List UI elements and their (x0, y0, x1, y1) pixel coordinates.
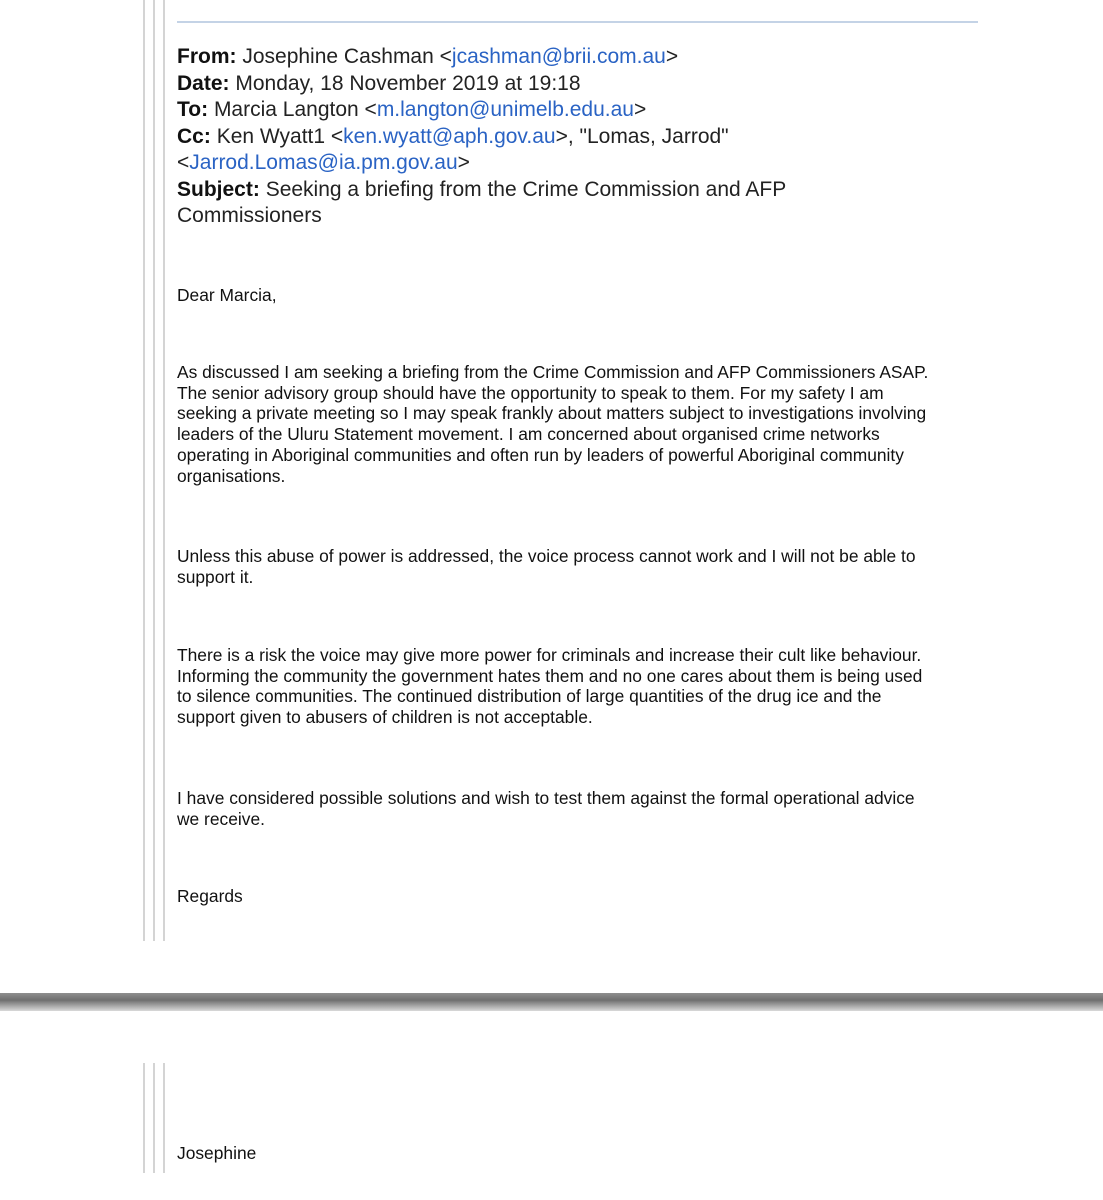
cc-email-link-2[interactable]: Jarrod.Lomas@ia.pm.gov.au (189, 151, 458, 174)
paragraph-line: The senior advisory group should have the opportunity to speak to them. For my safety I am (177, 382, 884, 403)
paragraph-line: As discussed I am seeking a briefing from the Crime Commission and AFP Commissioners ASAP. (177, 362, 929, 382)
paragraph-line: operating in Aboriginal communities and often run by leaders of powerful Aboriginal community (177, 444, 904, 465)
from-email-link[interactable]: jcashman@brii.com.au (451, 45, 666, 68)
paragraph-line: support it. (177, 566, 254, 587)
cc-email-link-1[interactable]: ken.wyatt@aph.gov.au (343, 124, 556, 148)
from-line: From: Josephine Cashman <jcashman@brii.com.au> (177, 45, 679, 68)
cc-label: Cc: (177, 124, 211, 148)
to-email-link[interactable]: m.langton@unimelb.edu.au (376, 98, 634, 121)
cc-name-2: "Lomas, Jarrod" (579, 124, 729, 148)
paragraph-line: I have considered possible solutions and wish to test them against the formal operational advice (177, 788, 915, 808)
closing (177, 886, 977, 907)
paragraph-3 (177, 645, 977, 728)
paragraph-4 (177, 788, 977, 829)
paragraph-line: support given to abusers of children is not acceptable. (177, 707, 593, 728)
quote-bar-inner (163, 0, 165, 941)
closing-text: Regards (177, 886, 243, 906)
cc-line: Cc: Ken Wyatt1 <ken.wyatt@aph.gov.au>, "Lomas, Jarrod" (177, 124, 729, 148)
date-line (177, 71, 977, 98)
paragraph-line: Unless this abuse of power is addressed, the voice process cannot work and I will not be able to (177, 546, 916, 566)
email-headers (177, 44, 977, 230)
cc-name-1: Ken Wyatt1 (216, 124, 326, 148)
quote-bar-outer (143, 0, 145, 941)
quote-bar-inner (163, 1063, 165, 1173)
greeting (177, 285, 977, 306)
paragraph-2 (177, 546, 977, 587)
paragraph-line: There is a risk the voice may give more power for criminals and increase their cult like behaviour. (177, 645, 922, 665)
header-divider (177, 21, 978, 23)
subject-line (177, 177, 977, 204)
date-value: Monday, 18 November 2019 at 19:18 (235, 71, 581, 95)
paragraph-line: leaders of the Uluru Statement movement. I am concerned about organised crime networks (177, 424, 880, 445)
subject-text-2: Commissioners (177, 204, 322, 227)
paragraph-line: organisations. (177, 465, 286, 486)
cc-line-continued: <Jarrod.Lomas@ia.pm.gov.au> (177, 151, 470, 174)
quote-bar-middle (153, 0, 155, 941)
page-separator (0, 993, 1103, 1011)
signature-text: Josephine (177, 1143, 257, 1163)
quote-bar-outer (143, 1063, 145, 1173)
subject-line-continued (177, 203, 977, 230)
from-name: Josephine Cashman (242, 45, 434, 68)
date-label: Date: (177, 71, 230, 95)
to-line: To: Marcia Langton <m.langton@unimelb.edu.au> (177, 98, 647, 121)
email-page-2 (0, 1011, 1103, 1200)
to-label: To: (177, 98, 209, 121)
paragraph-1 (177, 362, 977, 486)
to-name: Marcia Langton (213, 98, 359, 121)
signature (177, 1143, 977, 1164)
paragraph-line: we receive. (177, 808, 265, 829)
from-label: From: (177, 45, 237, 68)
subject-text-1: Seeking a briefing from the Crime Commission and AFP (265, 177, 787, 201)
quote-bar-middle (153, 1063, 155, 1173)
subject-label: Subject: (177, 177, 260, 201)
paragraph-line: Informing the community the government hates them and no one cares about them is being used (177, 665, 923, 686)
paragraph-line: to silence communities. The continued distribution of large quantities of the drug ice and the (177, 686, 882, 707)
greeting-text: Dear Marcia, (177, 285, 277, 305)
paragraph-line: seeking a private meeting so I may speak frankly about matters subject to investigations involving (177, 403, 927, 424)
